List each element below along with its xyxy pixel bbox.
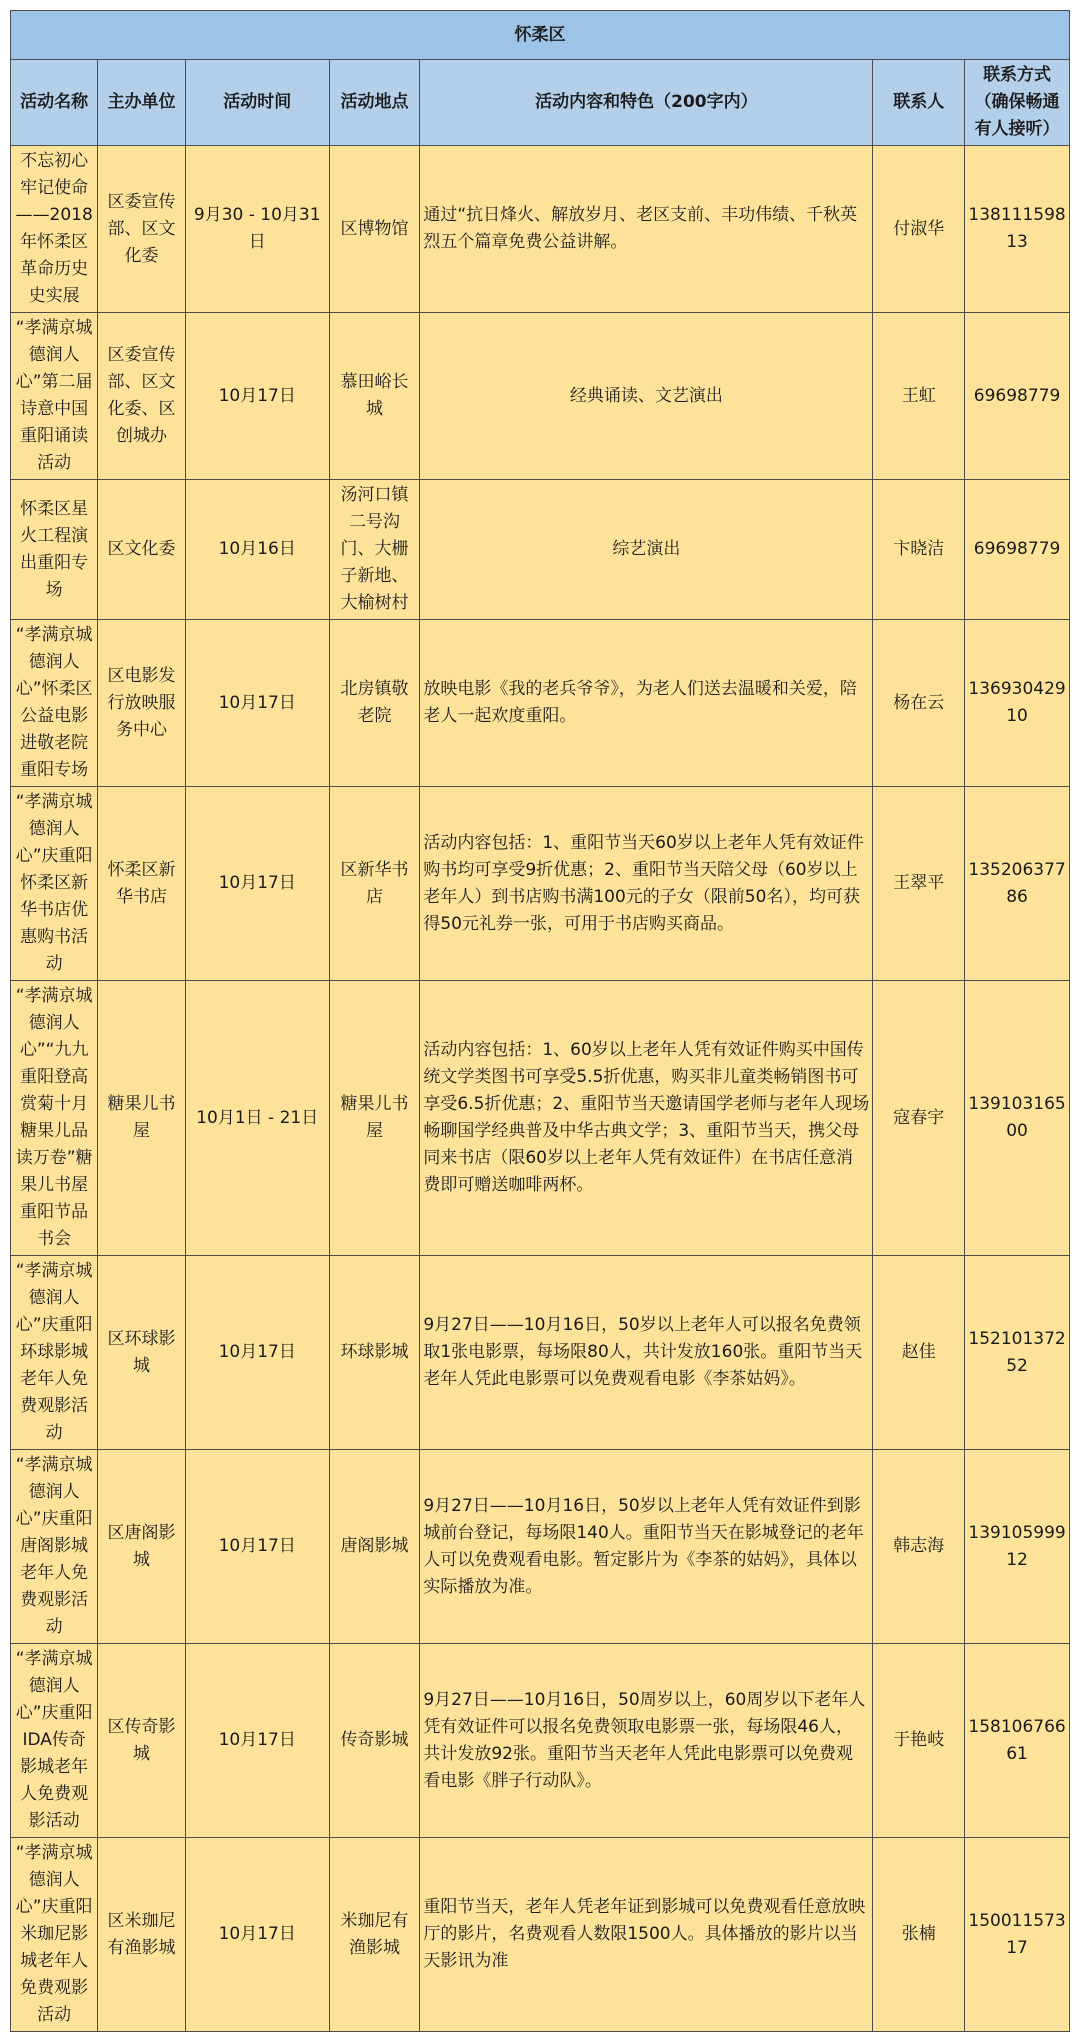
organizer: 区唐阁影城 bbox=[98, 1450, 185, 1644]
organizer: 区委宣传部、区文化委 bbox=[98, 146, 185, 313]
organizer: 糖果儿书屋 bbox=[98, 981, 185, 1256]
activity-table-sheet bbox=[10, 10, 1070, 2025]
activity-time: 10月17日 bbox=[185, 620, 329, 787]
activity-content: 通过“抗日烽火、解放岁月、老区支前、丰功伟绩、千秋英烈五个篇章免费公益讲解。 bbox=[420, 146, 873, 313]
activity-content: 9月27日——10月16日，50周岁以上，60周岁以下老年人凭有效证件可以报名免费领取电影票一张，每场限46人，共计发放92张。重阳节当天老年人凭此电影票可以免费观看电影《胖子行动队》。 bbox=[420, 1644, 873, 1838]
activity-table bbox=[10, 10, 1070, 2032]
organizer: 区文化委 bbox=[98, 480, 185, 620]
activity-place: 唐阁影城 bbox=[329, 1450, 420, 1644]
contact-phone: 15210137252 bbox=[965, 1256, 1070, 1450]
activity-place: 米珈尼有渔影城 bbox=[329, 1838, 420, 2032]
table-row bbox=[11, 787, 1070, 981]
activity-name: “孝满京城德润人心”庆重阳环球影城老年人免费观影活动 bbox=[11, 1256, 98, 1450]
activity-content: 放映电影《我的老兵爷爷》，为老人们送去温暖和关爱，陪老人一起欢度重阳。 bbox=[420, 620, 873, 787]
table-row bbox=[11, 1838, 1070, 2032]
activity-name: “孝满京城德润人心”“九九重阳登高赏菊十月糖果儿品读万卷”糖果儿书屋重阳节品书会 bbox=[11, 981, 98, 1256]
header-time: 活动时间 bbox=[185, 60, 329, 146]
activity-name: 怀柔区星火工程演出重阳专场 bbox=[11, 480, 98, 620]
header-place: 活动地点 bbox=[329, 60, 420, 146]
contact-phone: 13811159813 bbox=[965, 146, 1070, 313]
header-content: 活动内容和特色（200字内） bbox=[420, 60, 873, 146]
table-row bbox=[11, 480, 1070, 620]
header-organizer: 主办单位 bbox=[98, 60, 185, 146]
activity-name: 不忘初心牢记使命——2018年怀柔区革命历史史实展 bbox=[11, 146, 98, 313]
activity-content: 经典诵读、文艺演出 bbox=[420, 313, 873, 480]
district-title-row bbox=[11, 11, 1070, 60]
activity-name: “孝满京城德润人心”庆重阳IDA传奇影城老年人免费观影活动 bbox=[11, 1644, 98, 1838]
activity-content: 综艺演出 bbox=[420, 480, 873, 620]
activity-name: “孝满京城德润人心”庆重阳米珈尼影城老年人免费观影活动 bbox=[11, 1838, 98, 2032]
activity-content: 重阳节当天，老年人凭老年证到影城可以免费观看任意放映厅的影片，名费观看人数限1500人。具体播放的影片以当天影讯为准 bbox=[420, 1838, 873, 2032]
contact-person: 付淑华 bbox=[873, 146, 965, 313]
table-row bbox=[11, 1450, 1070, 1644]
activity-time: 9月30 - 10月31日 bbox=[185, 146, 329, 313]
contact-person: 卞晓洁 bbox=[873, 480, 965, 620]
activity-time: 10月17日 bbox=[185, 1838, 329, 2032]
activity-time: 10月17日 bbox=[185, 313, 329, 480]
table-row bbox=[11, 313, 1070, 480]
contact-person: 王虹 bbox=[873, 313, 965, 480]
organizer: 区米珈尼有渔影城 bbox=[98, 1838, 185, 2032]
table-row bbox=[11, 620, 1070, 787]
activity-time: 10月17日 bbox=[185, 1256, 329, 1450]
table-row bbox=[11, 146, 1070, 313]
contact-person: 于艳岐 bbox=[873, 1644, 965, 1838]
header-row bbox=[11, 60, 1070, 146]
contact-person: 张楠 bbox=[873, 1838, 965, 2032]
activity-place: 北房镇敬老院 bbox=[329, 620, 420, 787]
table-row bbox=[11, 1644, 1070, 1838]
contact-person: 赵佳 bbox=[873, 1256, 965, 1450]
activity-place: 环球影城 bbox=[329, 1256, 420, 1450]
activity-place: 区博物馆 bbox=[329, 146, 420, 313]
header-name: 活动名称 bbox=[11, 60, 98, 146]
header-phone: 联系方式（确保畅通有人接听） bbox=[965, 60, 1070, 146]
contact-person: 王翠平 bbox=[873, 787, 965, 981]
header-contact: 联系人 bbox=[873, 60, 965, 146]
contact-phone: 13520637786 bbox=[965, 787, 1070, 981]
activity-time: 10月16日 bbox=[185, 480, 329, 620]
activity-content: 9月27日——10月16日，50岁以上老年人凭有效证件到影城前台登记，每场限140人。重阳节当天在影城登记的老年人可以免费观看电影。暂定影片为《李茶的姑妈》，具体以实际播放为准。 bbox=[420, 1450, 873, 1644]
activity-name: “孝满京城德润人心”怀柔区公益电影进敬老院重阳专场 bbox=[11, 620, 98, 787]
contact-phone: 15810676661 bbox=[965, 1644, 1070, 1838]
contact-phone: 13910316500 bbox=[965, 981, 1070, 1256]
table-row bbox=[11, 981, 1070, 1256]
activity-place: 汤河口镇二号沟门、大栅子新地、大榆树村 bbox=[329, 480, 420, 620]
activity-content: 活动内容包括：1、重阳节当天60岁以上老年人凭有效证件购书均可享受9折优惠；2、重阳节当天陪父母（60岁以上老年人）到书店购书满100元的子女（限前50名），均可获得50元礼券一张，可用于书店购买商品。 bbox=[420, 787, 873, 981]
organizer: 怀柔区新华书店 bbox=[98, 787, 185, 981]
organizer: 区传奇影城 bbox=[98, 1644, 185, 1838]
contact-phone: 69698779 bbox=[965, 480, 1070, 620]
district-title: 怀柔区 bbox=[11, 11, 1070, 60]
activity-name: “孝满京城德润人心”庆重阳怀柔区新华书店优惠购书活动 bbox=[11, 787, 98, 981]
activity-content: 活动内容包括：1、60岁以上老年人凭有效证件购买中国传统文学类图书可享受5.5折优惠，购买非儿童类畅销图书可享受6.5折优惠；2、重阳节当天邀请国学老师与老年人现场畅聊国学经典普及中华古典文学；3、重阳节当天，携父母同来书店（限60岁以上老年人凭有效证件）在书店任意消费即可赠送咖啡两杯。 bbox=[420, 981, 873, 1256]
activity-content: 9月27日——10月16日，50岁以上老年人可以报名免费领取1张电影票，每场限80人，共计发放160张。重阳节当天老年人凭此电影票可以免费观看电影《李茶姑妈》。 bbox=[420, 1256, 873, 1450]
contact-phone: 13910599912 bbox=[965, 1450, 1070, 1644]
table-row bbox=[11, 1256, 1070, 1450]
activity-name: “孝满京城德润人心”第二届诗意中国重阳诵读活动 bbox=[11, 313, 98, 480]
activity-time: 10月17日 bbox=[185, 787, 329, 981]
activity-time: 10月17日 bbox=[185, 1644, 329, 1838]
contact-person: 寇春宇 bbox=[873, 981, 965, 1256]
contact-person: 韩志海 bbox=[873, 1450, 965, 1644]
organizer: 区环球影城 bbox=[98, 1256, 185, 1450]
activity-place: 传奇影城 bbox=[329, 1644, 420, 1838]
activity-time: 10月17日 bbox=[185, 1450, 329, 1644]
activity-time: 10月1日 - 21日 bbox=[185, 981, 329, 1256]
activity-place: 糖果儿书屋 bbox=[329, 981, 420, 1256]
contact-phone: 13693042910 bbox=[965, 620, 1070, 787]
contact-phone: 69698779 bbox=[965, 313, 1070, 480]
activity-place: 慕田峪长城 bbox=[329, 313, 420, 480]
contact-person: 杨在云 bbox=[873, 620, 965, 787]
activity-name: “孝满京城德润人心”庆重阳唐阁影城老年人免费观影活动 bbox=[11, 1450, 98, 1644]
organizer: 区委宣传部、区文化委、区创城办 bbox=[98, 313, 185, 480]
contact-phone: 15001157317 bbox=[965, 1838, 1070, 2032]
organizer: 区电影发行放映服务中心 bbox=[98, 620, 185, 787]
activity-place: 区新华书店 bbox=[329, 787, 420, 981]
